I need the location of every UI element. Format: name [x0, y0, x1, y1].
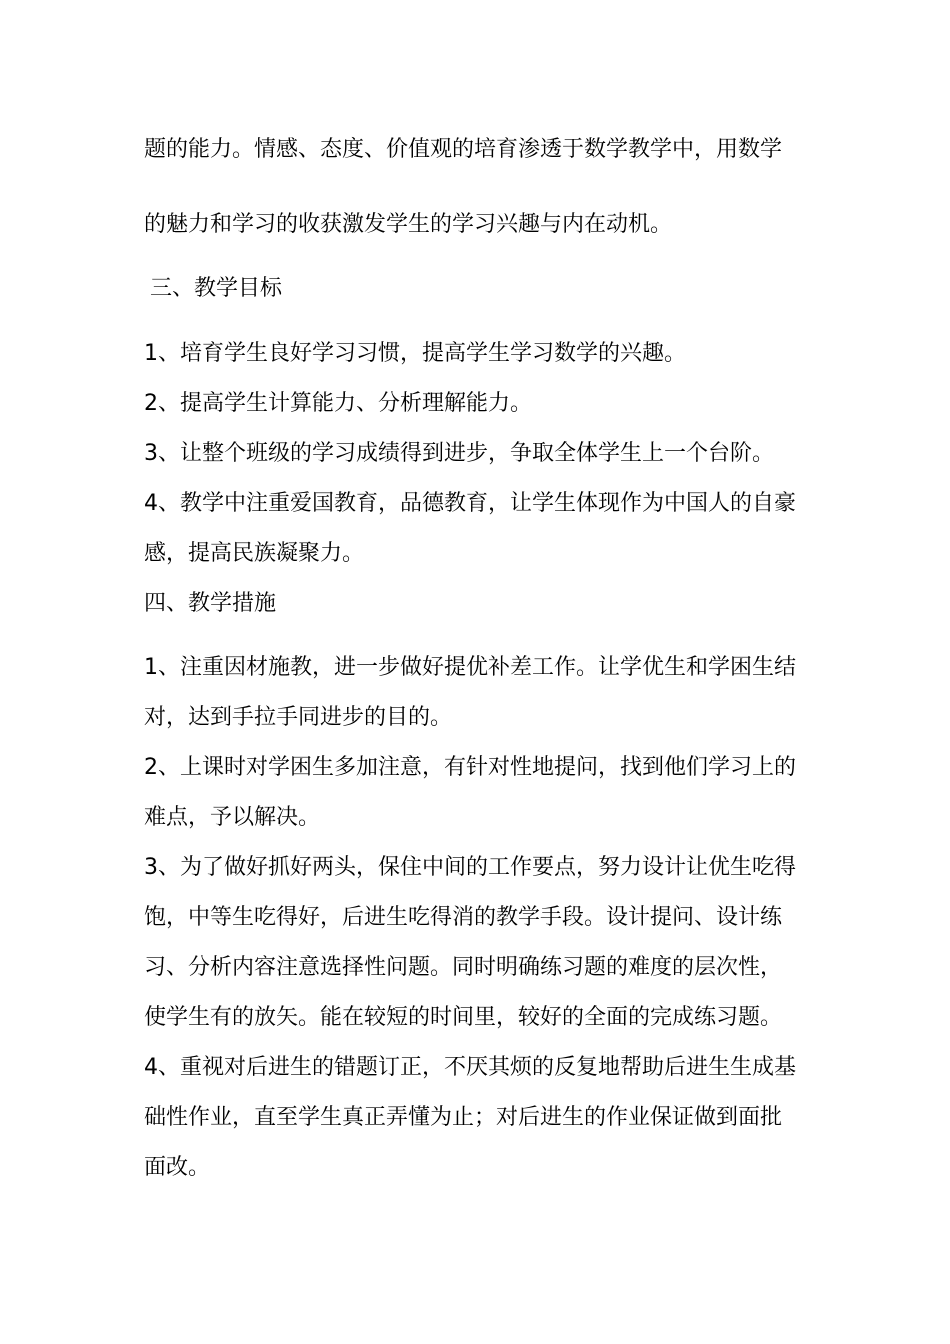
list-item: 4、教学中注重爱国教育，品德教育，让学生体现作为中国人的自豪 [144, 491, 796, 516]
list-item-continuation: 饱，中等生吃得好，后进生吃得消的教学手段。设计提问、设计练 [144, 905, 783, 930]
list-item: 2、上课时对学困生多加注意，有针对性地提问，找到他们学习上的 [144, 755, 796, 780]
list-item-continuation: 对，达到手拉手同进步的目的。 [144, 705, 453, 730]
paragraph-line: 的魅力和学习的收获激发学生的学习兴趣与内在动机。 [144, 212, 673, 237]
list-item-continuation: 础性作业，直至学生真正弄懂为止；对后进生的作业保证做到面批 [144, 1105, 783, 1130]
list-item: 4、重视对后进生的错题订正，不厌其烦的反复地帮助后进生生成基 [144, 1055, 796, 1080]
list-item: 2、提高学生计算能力、分析理解能力。 [144, 391, 532, 416]
list-item: 1、注重因材施教，进一步做好提优补差工作。让学优生和学困生结 [144, 655, 796, 680]
paragraph-line: 题的能力。情感、态度、价值观的培育渗透于数学教学中，用数学 [144, 137, 783, 162]
list-item-continuation: 难点，予以解决。 [144, 805, 321, 830]
list-item-continuation: 感，提高民族凝聚力。 [144, 541, 365, 566]
list-item: 1、培育学生良好学习习惯，提高学生学习数学的兴趣。 [144, 341, 686, 366]
list-item: 3、为了做好抓好两头，保住中间的工作要点，努力设计让优生吃得 [144, 855, 796, 880]
section-heading-objectives: 三、教学目标 [150, 276, 283, 301]
section-heading-measures: 四、教学措施 [144, 591, 277, 616]
list-item-continuation: 面改。 [144, 1155, 211, 1180]
list-item: 3、让整个班级的学习成绩得到进步，争取全体学生上一个台阶。 [144, 441, 774, 466]
list-item-continuation: 习、分析内容注意选择性问题。同时明确练习题的难度的层次性， [144, 955, 783, 980]
list-item-continuation: 使学生有的放矢。能在较短的时间里，较好的全面的完成练习题。 [144, 1005, 783, 1030]
